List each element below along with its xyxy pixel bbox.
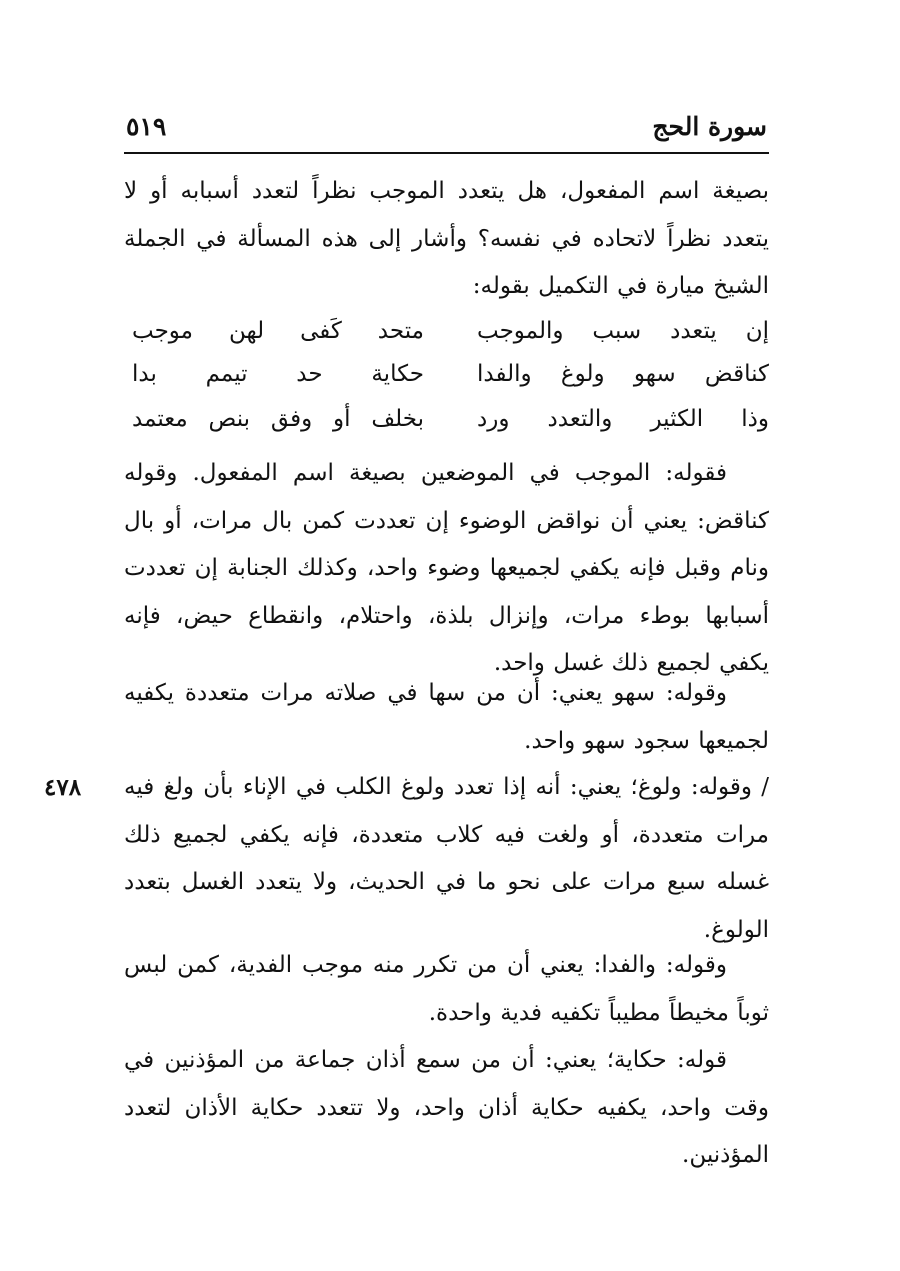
commentary-paragraph: وقوله: سهو يعني: أن من سها في صلاته مرات متعددة يكفيه لجميعها سجود سهو واحد. [124, 680, 769, 754]
verse-first-hemistich: كناقض سهو ولوغ والفدا [477, 361, 769, 387]
verse-first-hemistich: وذا الكثير والتعدد ورد [477, 406, 769, 432]
poem-verse [124, 352, 769, 396]
poem-verse [124, 309, 769, 353]
commentary-paragraph: قوله: حكاية؛ يعني: أن من سمع أذان جماعة من المؤذنين في وقت واحد، يكفيه حكاية أذان واحد، ولا تتعدد حكاية الأذان لتعدد المؤذنين. [124, 1047, 769, 1169]
running-header [124, 108, 769, 154]
verse-second-hemistich: بخلف أو وفق بنص معتمد [132, 406, 424, 432]
commentary-paragraph: وقوله: والفدا: يعني أن من تكرر منه موجب الفدية، كمن لبس ثوباً مخيطاً مطيباً تكفيه فدية واحدة. [124, 952, 769, 1026]
page-number: ٥١٩ [126, 112, 167, 141]
verse-first-hemistich: إن يتعدد سبب والموجب [477, 318, 769, 344]
surah-title: سورة الحج [652, 112, 767, 141]
commentary-paragraph: فقوله: الموجب في الموضعين بصيغة اسم المفعول. وقوله كناقض: يعني أن نواقض الوضوء إن تعددت كمن بال مرات، أو بال ونام وقبل فإنه يكفي لجميعها وضوء واحد، وكذلك الجنابة إن تعددت أسبابها بوطء مرات، وإنزال بلذة، واحتلام، وانقطاع حيض، فإنه يكفي لجميع ذلك غسل واحد. [124, 460, 769, 677]
commentary-paragraph: / وقوله: ولوغ؛ يعني: أنه إذا تعدد ولوغ الكلب في الإناء بأن ولغ فيه مرات متعددة، أو ولغت فيه كلاب متعددة، فإنه يكفي لجميع ذلك غسله سبع مرات على نحو ما في الحديث، ولا يتعدد الغسل بتعدد الولوغ. [124, 774, 769, 943]
poem-verse [124, 397, 769, 441]
margin-page-reference: ٤٧٨ [44, 774, 82, 801]
verse-second-hemistich: متحد كَفى لهن موجب [132, 318, 424, 344]
intro-paragraph: بصيغة اسم المفعول، هل يتعدد الموجب نظراً لتعدد أسبابه أو لا يتعدد نظراً لاتحاده في نفسه؟ وأشار إلى هذه المسألة في الجملة الشيخ ميارة في التكميل بقوله: [124, 178, 769, 300]
verse-second-hemistich: حكاية حد تيمم بدا [132, 361, 424, 387]
